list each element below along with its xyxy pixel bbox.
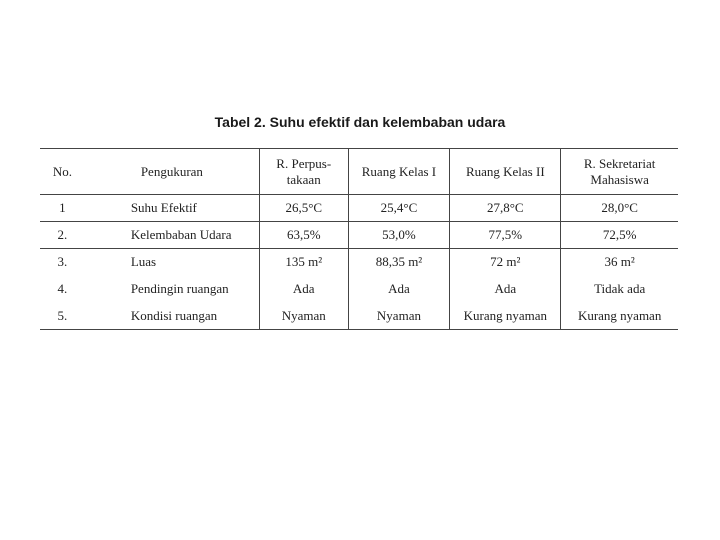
cell-ruang-kelas-2: Kurang nyaman	[450, 303, 561, 330]
header-sekretariat-label: R. Sekretariat Mahasiswa	[583, 155, 656, 187]
row-param: Luas	[130, 254, 157, 270]
cell-sekretariat: Kurang nyaman	[561, 303, 678, 330]
cell-ruang-kelas-2: 72 m²	[450, 249, 561, 276]
row-param: Pendingin ruangan	[130, 281, 229, 296]
cell-sekretariat: 36 m²	[561, 249, 678, 276]
header-ruang-kelas-1: Ruang Kelas I	[348, 149, 450, 195]
row-no: 4.	[57, 281, 68, 296]
row-no: 2.	[40, 222, 85, 249]
header-sekretariat	[561, 149, 678, 195]
header-perpustakaan-label: R. Perpus- takaan	[276, 155, 332, 187]
table-row	[40, 303, 678, 330]
header-no: No.	[40, 149, 85, 195]
cell-perpustakaan: Nyaman	[259, 303, 348, 330]
cell-ruang-kelas-1: Nyaman	[348, 303, 450, 330]
row-no: 1	[40, 195, 85, 222]
header-pengukuran: Pengukuran	[85, 149, 260, 195]
row-no: 5.	[40, 303, 85, 330]
cell-perpustakaan: Ada	[259, 276, 348, 303]
header-perpustakaan	[259, 149, 348, 195]
table-row	[40, 249, 678, 276]
table-row	[40, 195, 678, 222]
cell-ruang-kelas-1: 53,0%	[348, 222, 450, 249]
data-table	[40, 148, 678, 330]
cell-ruang-kelas-1: Ada	[348, 276, 450, 303]
table-header-row	[40, 149, 678, 195]
cell-ruang-kelas-1: 25,4°C	[348, 195, 450, 222]
table-row	[40, 276, 678, 303]
table-title: Tabel 2. Suhu efektif dan kelembaban udara	[214, 114, 506, 130]
cell-perpustakaan: 135 m²	[259, 249, 348, 276]
header-ruang-kelas-2: Ruang Kelas II	[450, 149, 561, 195]
table-row	[40, 222, 678, 249]
row-no: 3.	[57, 254, 68, 270]
row-param: Suhu Efektif	[85, 195, 260, 222]
row-param: Kondisi ruangan	[85, 303, 260, 330]
cell-sekretariat: Tidak ada	[561, 276, 678, 303]
cell-sekretariat: 28,0°C	[561, 195, 678, 222]
cell-perpustakaan: 26,5°C	[259, 195, 348, 222]
cell-ruang-kelas-2: Ada	[450, 276, 561, 303]
cell-ruang-kelas-1: 88,35 m²	[348, 249, 450, 276]
row-param: Kelembaban Udara	[85, 222, 260, 249]
cell-sekretariat: 72,5%	[561, 222, 678, 249]
cell-ruang-kelas-2: 77,5%	[450, 222, 561, 249]
cell-perpustakaan: 63,5%	[259, 222, 348, 249]
cell-ruang-kelas-2: 27,8°C	[450, 195, 561, 222]
